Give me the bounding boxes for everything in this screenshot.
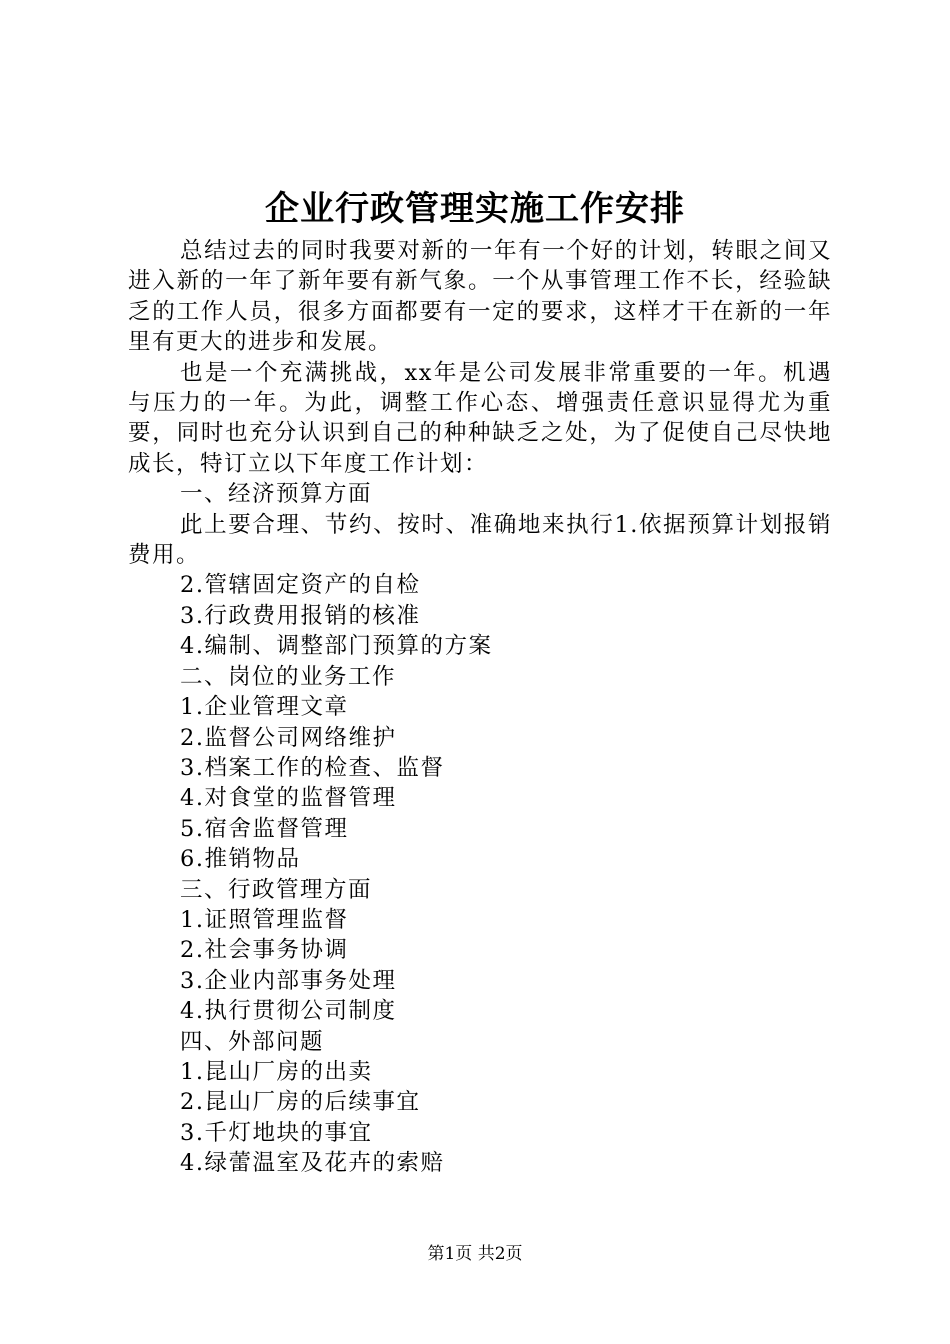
list-item: 2.监督公司网络维护 <box>180 724 397 751</box>
list-item: 4.绿蕾温室及花卉的索赔 <box>180 1150 445 1177</box>
list-item: 1.证照管理监督 <box>180 906 349 933</box>
section-intro-budget: 此上要合理、节约、按时、准确地来执行1.依据预算计划报销费用。 <box>128 511 832 569</box>
context-paragraph: 也是一个充满挑战，xx年是公司发展非常重要的一年。机遇与压力的一年。为此，调整工作心态、增强责任意识显得尤为重要，同时也充分认识到自己的种种缺乏之处，为了促使自己尽快地成长，特订立以下年度工作计划： <box>128 359 832 477</box>
list-item: 4.执行贯彻公司制度 <box>180 998 397 1025</box>
list-item: 4.对食堂的监督管理 <box>180 785 397 812</box>
section-heading-admin: 三、行政管理方面 <box>180 876 373 903</box>
list-item: 3.千灯地块的事宜 <box>180 1119 373 1146</box>
section-heading-budget: 一、经济预算方面 <box>180 481 373 508</box>
list-item: 1.昆山厂房的出卖 <box>180 1058 373 1085</box>
section-heading-external: 四、外部问题 <box>180 1028 325 1055</box>
document-title: 企业行政管理实施工作安排 <box>265 189 685 229</box>
section-heading-duties: 二、岗位的业务工作 <box>180 663 397 690</box>
list-item: 3.行政费用报销的核准 <box>180 602 421 629</box>
intro-paragraph: 总结过去的同时我要对新的一年有一个好的计划，转眼之间又进入新的一年了新年要有新气象。一个从事管理工作不长，经验缺乏的工作人员，很多方面都要有一定的要求，这样才干在新的一年里有更大的进步和发展。 <box>128 238 832 356</box>
list-item: 3.档案工作的检查、监督 <box>180 754 445 781</box>
list-item: 1.企业管理文章 <box>180 694 349 721</box>
list-item: 2.管辖固定资产的自检 <box>180 572 421 599</box>
list-item: 2.昆山厂房的后续事宜 <box>180 1089 421 1116</box>
list-item: 2.社会事务协调 <box>180 937 349 964</box>
list-item: 6.推销物品 <box>180 846 301 873</box>
list-item: 3.企业内部事务处理 <box>180 967 397 994</box>
list-item: 4.编制、调整部门预算的方案 <box>180 633 493 660</box>
list-item: 5.宿舍监督管理 <box>180 815 349 842</box>
document-body <box>128 236 832 1179</box>
page-number-footer: 第1页 共2页 <box>427 1244 523 1264</box>
